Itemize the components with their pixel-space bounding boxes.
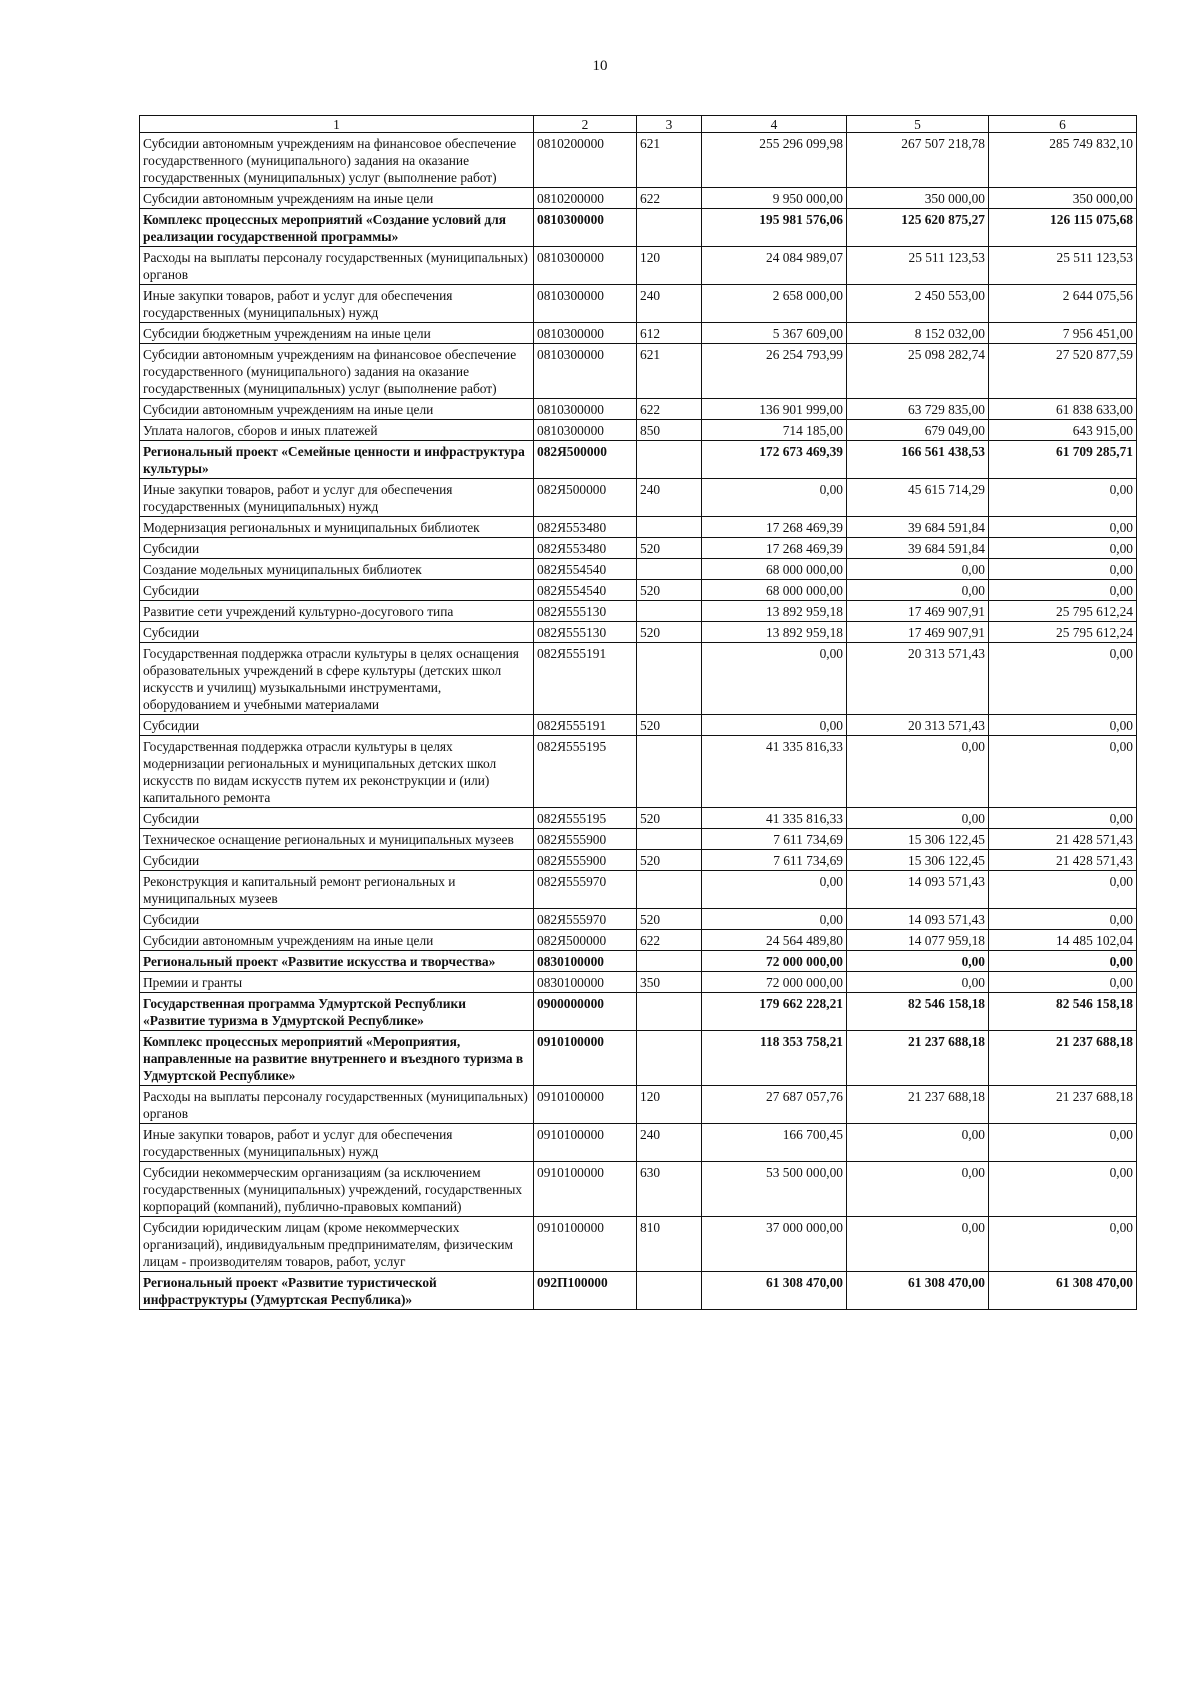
item-name: Субсидии bbox=[140, 715, 534, 736]
amount-year-2: 679 049,00 bbox=[847, 420, 989, 441]
amount-year-3: 0,00 bbox=[989, 643, 1137, 715]
expense-type-code bbox=[637, 601, 702, 622]
target-code: 0810200000 bbox=[534, 188, 637, 209]
table-row bbox=[140, 399, 1137, 420]
amount-year-2: 0,00 bbox=[847, 580, 989, 601]
item-name: Субсидии бюджетным учреждениям на иные цели bbox=[140, 323, 534, 344]
amount-year-1: 0,00 bbox=[702, 909, 847, 930]
target-code: 082Я553480 bbox=[534, 517, 637, 538]
target-code: 082Я555130 bbox=[534, 601, 637, 622]
amount-year-3: 14 485 102,04 bbox=[989, 930, 1137, 951]
item-name: Развитие сети учреждений культурно-досугового типа bbox=[140, 601, 534, 622]
item-name: Модернизация региональных и муниципальных библиотек bbox=[140, 517, 534, 538]
table-row bbox=[140, 479, 1137, 517]
table-row bbox=[140, 993, 1137, 1031]
amount-year-1: 0,00 bbox=[702, 643, 847, 715]
amount-year-3: 21 237 688,18 bbox=[989, 1086, 1137, 1124]
table-row bbox=[140, 133, 1137, 188]
expense-type-code: 240 bbox=[637, 285, 702, 323]
column-header: 3 bbox=[637, 116, 702, 133]
table-row bbox=[140, 715, 1137, 736]
table-row bbox=[140, 808, 1137, 829]
item-name: Субсидии автономным учреждениям на иные цели bbox=[140, 930, 534, 951]
table-row bbox=[140, 951, 1137, 972]
amount-year-1: 41 335 816,33 bbox=[702, 808, 847, 829]
target-code: 0830100000 bbox=[534, 951, 637, 972]
target-code: 0910100000 bbox=[534, 1031, 637, 1086]
amount-year-3: 0,00 bbox=[989, 951, 1137, 972]
amount-year-1: 118 353 758,21 bbox=[702, 1031, 847, 1086]
item-name: Расходы на выплаты персоналу государственных (муниципальных) органов bbox=[140, 1086, 534, 1124]
target-code: 082Я500000 bbox=[534, 479, 637, 517]
item-name: Субсидии автономным учреждениям на финансовое обеспечение государственного (муниципального) задания на оказание государственных (муниципальных) услуг (выполнение работ) bbox=[140, 344, 534, 399]
amount-year-2: 21 237 688,18 bbox=[847, 1031, 989, 1086]
expense-type-code bbox=[637, 441, 702, 479]
item-name: Премии и гранты bbox=[140, 972, 534, 993]
target-code: 0810300000 bbox=[534, 344, 637, 399]
amount-year-3: 643 915,00 bbox=[989, 420, 1137, 441]
table-row bbox=[140, 247, 1137, 285]
amount-year-1: 0,00 bbox=[702, 871, 847, 909]
amount-year-1: 72 000 000,00 bbox=[702, 951, 847, 972]
item-name: Реконструкция и капитальный ремонт региональных и муниципальных музеев bbox=[140, 871, 534, 909]
amount-year-3: 0,00 bbox=[989, 1124, 1137, 1162]
amount-year-3: 61 709 285,71 bbox=[989, 441, 1137, 479]
amount-year-3: 0,00 bbox=[989, 1162, 1137, 1217]
item-name: Создание модельных муниципальных библиотек bbox=[140, 559, 534, 580]
amount-year-3: 0,00 bbox=[989, 871, 1137, 909]
item-name: Субсидии bbox=[140, 850, 534, 871]
expense-type-code: 622 bbox=[637, 188, 702, 209]
table-row bbox=[140, 517, 1137, 538]
amount-year-2: 267 507 218,78 bbox=[847, 133, 989, 188]
amount-year-2: 45 615 714,29 bbox=[847, 479, 989, 517]
amount-year-3: 0,00 bbox=[989, 517, 1137, 538]
target-code: 082Я555195 bbox=[534, 736, 637, 808]
amount-year-3: 0,00 bbox=[989, 580, 1137, 601]
amount-year-3: 0,00 bbox=[989, 909, 1137, 930]
amount-year-1: 27 687 057,76 bbox=[702, 1086, 847, 1124]
target-code: 082Я500000 bbox=[534, 930, 637, 951]
expense-type-code bbox=[637, 209, 702, 247]
amount-year-2: 63 729 835,00 bbox=[847, 399, 989, 420]
amount-year-2: 39 684 591,84 bbox=[847, 517, 989, 538]
item-name: Субсидии bbox=[140, 538, 534, 559]
item-name: Региональный проект «Семейные ценности и инфраструктура культуры» bbox=[140, 441, 534, 479]
expense-type-code: 520 bbox=[637, 909, 702, 930]
expense-type-code bbox=[637, 736, 702, 808]
expense-type-code: 520 bbox=[637, 808, 702, 829]
amount-year-3: 25 795 612,24 bbox=[989, 601, 1137, 622]
table-row bbox=[140, 1086, 1137, 1124]
item-name: Субсидии bbox=[140, 909, 534, 930]
expense-type-code bbox=[637, 951, 702, 972]
table-row bbox=[140, 285, 1137, 323]
amount-year-1: 72 000 000,00 bbox=[702, 972, 847, 993]
budget-table bbox=[139, 115, 1137, 1310]
item-name: Уплата налогов, сборов и иных платежей bbox=[140, 420, 534, 441]
item-name: Государственная поддержка отрасли культуры в целях модернизации региональных и муниципальных детских школ искусств по видам искусств путем их реконструкции и (или) капитального ремонта bbox=[140, 736, 534, 808]
amount-year-3: 0,00 bbox=[989, 479, 1137, 517]
table-row bbox=[140, 643, 1137, 715]
amount-year-1: 61 308 470,00 bbox=[702, 1272, 847, 1310]
table-row bbox=[140, 559, 1137, 580]
table-row bbox=[140, 850, 1137, 871]
target-code: 082Я555900 bbox=[534, 850, 637, 871]
amount-year-1: 7 611 734,69 bbox=[702, 850, 847, 871]
amount-year-2: 0,00 bbox=[847, 808, 989, 829]
amount-year-2: 0,00 bbox=[847, 972, 989, 993]
expense-type-code: 120 bbox=[637, 247, 702, 285]
table-row bbox=[140, 1124, 1137, 1162]
expense-type-code: 520 bbox=[637, 715, 702, 736]
amount-year-3: 2 644 075,56 bbox=[989, 285, 1137, 323]
amount-year-2: 25 098 282,74 bbox=[847, 344, 989, 399]
target-code: 0910100000 bbox=[534, 1162, 637, 1217]
item-name: Субсидии автономным учреждениям на финансовое обеспечение государственного (муниципального) задания на оказание государственных (муниципальных) услуг (выполнение работ) bbox=[140, 133, 534, 188]
expense-type-code bbox=[637, 559, 702, 580]
item-name: Субсидии автономным учреждениям на иные цели bbox=[140, 188, 534, 209]
item-name: Расходы на выплаты персоналу государственных (муниципальных) органов bbox=[140, 247, 534, 285]
column-header: 1 bbox=[140, 116, 534, 133]
amount-year-2: 21 237 688,18 bbox=[847, 1086, 989, 1124]
target-code: 082Я554540 bbox=[534, 559, 637, 580]
amount-year-1: 13 892 959,18 bbox=[702, 622, 847, 643]
target-code: 082Я555900 bbox=[534, 829, 637, 850]
expense-type-code: 520 bbox=[637, 538, 702, 559]
amount-year-2: 20 313 571,43 bbox=[847, 643, 989, 715]
amount-year-2: 61 308 470,00 bbox=[847, 1272, 989, 1310]
expense-type-code: 240 bbox=[637, 479, 702, 517]
table-row bbox=[140, 1217, 1137, 1272]
amount-year-1: 13 892 959,18 bbox=[702, 601, 847, 622]
table-row bbox=[140, 441, 1137, 479]
target-code: 0810300000 bbox=[534, 420, 637, 441]
amount-year-1: 17 268 469,39 bbox=[702, 538, 847, 559]
column-header: 5 bbox=[847, 116, 989, 133]
target-code: 082Я555191 bbox=[534, 643, 637, 715]
amount-year-1: 68 000 000,00 bbox=[702, 580, 847, 601]
expense-type-code: 350 bbox=[637, 972, 702, 993]
amount-year-2: 0,00 bbox=[847, 736, 989, 808]
column-header: 4 bbox=[702, 116, 847, 133]
item-name: Субсидии автономным учреждениям на иные цели bbox=[140, 399, 534, 420]
item-name: Региональный проект «Развитие искусства и творчества» bbox=[140, 951, 534, 972]
item-name: Комплекс процессных мероприятий «Создание условий для реализации государственной программы» bbox=[140, 209, 534, 247]
table-row bbox=[140, 344, 1137, 399]
amount-year-2: 0,00 bbox=[847, 951, 989, 972]
amount-year-3: 82 546 158,18 bbox=[989, 993, 1137, 1031]
target-code: 082Я555970 bbox=[534, 871, 637, 909]
target-code: 0910100000 bbox=[534, 1124, 637, 1162]
item-name: Техническое оснащение региональных и муниципальных музеев bbox=[140, 829, 534, 850]
item-name: Субсидии некоммерческим организациям (за исключением государственных (муниципальных) учреждений, государственных корпораций (компаний), публично-правовых компаний) bbox=[140, 1162, 534, 1217]
amount-year-3: 25 511 123,53 bbox=[989, 247, 1137, 285]
item-name: Региональный проект «Развитие туристической инфраструктуры (Удмуртская Республика)» bbox=[140, 1272, 534, 1310]
amount-year-2: 15 306 122,45 bbox=[847, 829, 989, 850]
amount-year-1: 166 700,45 bbox=[702, 1124, 847, 1162]
page-number: 10 bbox=[592, 58, 608, 74]
amount-year-1: 0,00 bbox=[702, 715, 847, 736]
target-code: 082Я554540 bbox=[534, 580, 637, 601]
expense-type-code: 622 bbox=[637, 399, 702, 420]
table-row bbox=[140, 871, 1137, 909]
table-row bbox=[140, 972, 1137, 993]
target-code: 082Я555195 bbox=[534, 808, 637, 829]
target-code: 0900000000 bbox=[534, 993, 637, 1031]
expense-type-code: 622 bbox=[637, 930, 702, 951]
amount-year-2: 166 561 438,53 bbox=[847, 441, 989, 479]
amount-year-2: 2 450 553,00 bbox=[847, 285, 989, 323]
amount-year-3: 0,00 bbox=[989, 736, 1137, 808]
amount-year-1: 37 000 000,00 bbox=[702, 1217, 847, 1272]
expense-type-code: 520 bbox=[637, 850, 702, 871]
table-row bbox=[140, 622, 1137, 643]
expense-type-code: 630 bbox=[637, 1162, 702, 1217]
expense-type-code: 621 bbox=[637, 133, 702, 188]
expense-type-code: 612 bbox=[637, 323, 702, 344]
amount-year-1: 7 611 734,69 bbox=[702, 829, 847, 850]
target-code: 082Я555191 bbox=[534, 715, 637, 736]
amount-year-1: 179 662 228,21 bbox=[702, 993, 847, 1031]
expense-type-code bbox=[637, 993, 702, 1031]
amount-year-3: 0,00 bbox=[989, 538, 1137, 559]
amount-year-3: 0,00 bbox=[989, 1217, 1137, 1272]
expense-type-code bbox=[637, 829, 702, 850]
amount-year-3: 21 428 571,43 bbox=[989, 850, 1137, 871]
item-name: Субсидии юридическим лицам (кроме некоммерческих организаций), индивидуальным предпринимателям, физическим лицам - производителям товаров, работ, услуг bbox=[140, 1217, 534, 1272]
amount-year-2: 39 684 591,84 bbox=[847, 538, 989, 559]
amount-year-2: 0,00 bbox=[847, 1124, 989, 1162]
table-row bbox=[140, 580, 1137, 601]
table-header-row bbox=[140, 116, 1137, 133]
amount-year-1: 53 500 000,00 bbox=[702, 1162, 847, 1217]
table-row bbox=[140, 930, 1137, 951]
amount-year-2: 0,00 bbox=[847, 559, 989, 580]
amount-year-2: 82 546 158,18 bbox=[847, 993, 989, 1031]
target-code: 082Я553480 bbox=[534, 538, 637, 559]
item-name: Иные закупки товаров, работ и услуг для обеспечения государственных (муниципальных) нужд bbox=[140, 1124, 534, 1162]
amount-year-3: 21 428 571,43 bbox=[989, 829, 1137, 850]
amount-year-2: 17 469 907,91 bbox=[847, 622, 989, 643]
target-code: 0910100000 bbox=[534, 1217, 637, 1272]
amount-year-2: 20 313 571,43 bbox=[847, 715, 989, 736]
amount-year-2: 14 093 571,43 bbox=[847, 871, 989, 909]
column-header: 6 bbox=[989, 116, 1137, 133]
expense-type-code bbox=[637, 643, 702, 715]
table-row bbox=[140, 1162, 1137, 1217]
amount-year-2: 25 511 123,53 bbox=[847, 247, 989, 285]
item-name: Иные закупки товаров, работ и услуг для обеспечения государственных (муниципальных) нужд bbox=[140, 285, 534, 323]
amount-year-1: 195 981 576,06 bbox=[702, 209, 847, 247]
expense-type-code: 240 bbox=[637, 1124, 702, 1162]
target-code: 0810300000 bbox=[534, 285, 637, 323]
table-row bbox=[140, 829, 1137, 850]
item-name: Иные закупки товаров, работ и услуг для обеспечения государственных (муниципальных) нужд bbox=[140, 479, 534, 517]
target-code: 082Я555130 bbox=[534, 622, 637, 643]
amount-year-1: 2 658 000,00 bbox=[702, 285, 847, 323]
amount-year-3: 7 956 451,00 bbox=[989, 323, 1137, 344]
amount-year-3: 350 000,00 bbox=[989, 188, 1137, 209]
amount-year-2: 350 000,00 bbox=[847, 188, 989, 209]
amount-year-1: 41 335 816,33 bbox=[702, 736, 847, 808]
table-row bbox=[140, 420, 1137, 441]
expense-type-code: 850 bbox=[637, 420, 702, 441]
amount-year-1: 136 901 999,00 bbox=[702, 399, 847, 420]
table-row bbox=[140, 909, 1137, 930]
target-code: 0810300000 bbox=[534, 399, 637, 420]
table-row bbox=[140, 538, 1137, 559]
target-code: 0810300000 bbox=[534, 209, 637, 247]
expense-type-code: 810 bbox=[637, 1217, 702, 1272]
target-code: 092П100000 bbox=[534, 1272, 637, 1310]
expense-type-code bbox=[637, 871, 702, 909]
amount-year-3: 27 520 877,59 bbox=[989, 344, 1137, 399]
amount-year-1: 0,00 bbox=[702, 479, 847, 517]
amount-year-2: 15 306 122,45 bbox=[847, 850, 989, 871]
table-row bbox=[140, 601, 1137, 622]
item-name: Государственная поддержка отрасли культуры в целях оснащения образовательных учреждений в сфере культуры (детских школ искусств и училищ) музыкальными инструментами, оборудованием и учебными материалами bbox=[140, 643, 534, 715]
amount-year-1: 172 673 469,39 bbox=[702, 441, 847, 479]
amount-year-3: 0,00 bbox=[989, 808, 1137, 829]
amount-year-3: 21 237 688,18 bbox=[989, 1031, 1137, 1086]
item-name: Субсидии bbox=[140, 808, 534, 829]
expense-type-code: 621 bbox=[637, 344, 702, 399]
table-row bbox=[140, 188, 1137, 209]
amount-year-1: 9 950 000,00 bbox=[702, 188, 847, 209]
amount-year-3: 0,00 bbox=[989, 559, 1137, 580]
amount-year-2: 8 152 032,00 bbox=[847, 323, 989, 344]
item-name: Субсидии bbox=[140, 580, 534, 601]
expense-type-code bbox=[637, 517, 702, 538]
table-body bbox=[140, 133, 1137, 1310]
amount-year-3: 285 749 832,10 bbox=[989, 133, 1137, 188]
amount-year-1: 24 084 989,07 bbox=[702, 247, 847, 285]
amount-year-1: 26 254 793,99 bbox=[702, 344, 847, 399]
amount-year-1: 714 185,00 bbox=[702, 420, 847, 441]
amount-year-2: 14 093 571,43 bbox=[847, 909, 989, 930]
table-row bbox=[140, 323, 1137, 344]
amount-year-1: 255 296 099,98 bbox=[702, 133, 847, 188]
item-name: Комплекс процессных мероприятий «Мероприятия, направленные на развитие внутреннего и въездного туризма в Удмуртской Республике» bbox=[140, 1031, 534, 1086]
amount-year-3: 61 308 470,00 bbox=[989, 1272, 1137, 1310]
item-name: Субсидии bbox=[140, 622, 534, 643]
target-code: 0830100000 bbox=[534, 972, 637, 993]
amount-year-3: 61 838 633,00 bbox=[989, 399, 1137, 420]
amount-year-3: 0,00 bbox=[989, 715, 1137, 736]
amount-year-3: 126 115 075,68 bbox=[989, 209, 1137, 247]
item-name: Государственная программа Удмуртской Республики «Развитие туризма в Удмуртской Республике» bbox=[140, 993, 534, 1031]
amount-year-2: 14 077 959,18 bbox=[847, 930, 989, 951]
table-row bbox=[140, 1031, 1137, 1086]
expense-type-code bbox=[637, 1031, 702, 1086]
column-header: 2 bbox=[534, 116, 637, 133]
amount-year-3: 0,00 bbox=[989, 972, 1137, 993]
expense-type-code: 120 bbox=[637, 1086, 702, 1124]
target-code: 0910100000 bbox=[534, 1086, 637, 1124]
target-code: 082Я500000 bbox=[534, 441, 637, 479]
table-row bbox=[140, 209, 1137, 247]
expense-type-code: 520 bbox=[637, 622, 702, 643]
target-code: 0810300000 bbox=[534, 247, 637, 285]
amount-year-3: 25 795 612,24 bbox=[989, 622, 1137, 643]
table-row bbox=[140, 736, 1137, 808]
amount-year-1: 5 367 609,00 bbox=[702, 323, 847, 344]
amount-year-2: 125 620 875,27 bbox=[847, 209, 989, 247]
target-code: 0810300000 bbox=[534, 323, 637, 344]
target-code: 082Я555970 bbox=[534, 909, 637, 930]
amount-year-1: 68 000 000,00 bbox=[702, 559, 847, 580]
expense-type-code bbox=[637, 1272, 702, 1310]
table-row bbox=[140, 1272, 1137, 1310]
amount-year-1: 17 268 469,39 bbox=[702, 517, 847, 538]
amount-year-1: 24 564 489,80 bbox=[702, 930, 847, 951]
amount-year-2: 0,00 bbox=[847, 1217, 989, 1272]
amount-year-2: 0,00 bbox=[847, 1162, 989, 1217]
amount-year-2: 17 469 907,91 bbox=[847, 601, 989, 622]
target-code: 0810200000 bbox=[534, 133, 637, 188]
expense-type-code: 520 bbox=[637, 580, 702, 601]
